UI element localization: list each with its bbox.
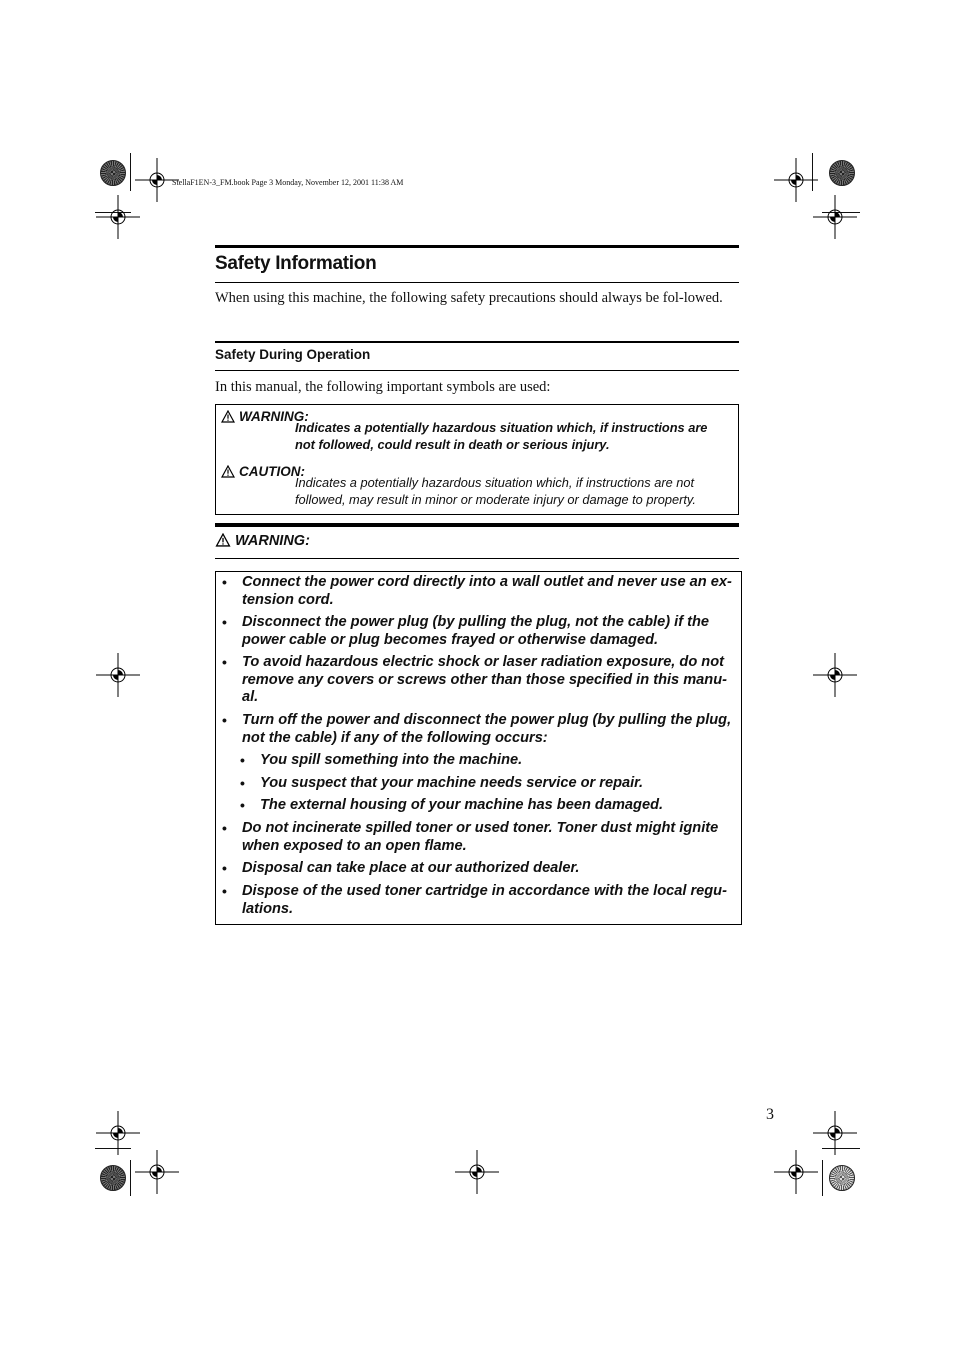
intro-text: When using this machine, the following safety precautions should always be fol-lowed.	[215, 290, 723, 306]
list-item: To avoid hazardous electric shock or laser radiation exposure, do not remove any covers or screws other than those specified in this manu-al.	[242, 654, 727, 706]
bullet: •	[222, 820, 227, 836]
crop-line	[130, 1160, 131, 1196]
legend-warning-text: Indicates a potentially hazardous situation which, if instructions are not followed, could result in death or serious injury.	[295, 420, 708, 452]
heading-rule	[215, 282, 739, 283]
crop-line	[130, 153, 131, 191]
color-rosette-mark	[829, 1165, 855, 1191]
sub-list-item: The external housing of your machine has been damaged.	[260, 797, 664, 813]
legend-caution-row	[221, 463, 305, 481]
warning-heading-label: WARNING:	[235, 533, 310, 549]
list-item: Turn off the power and disconnect the power plug (by pulling the plug, not the cable) if any of the following occurs:	[242, 712, 732, 746]
bullet: •	[222, 614, 227, 630]
caution-triangle-icon	[221, 465, 235, 478]
heading-rule	[215, 245, 739, 248]
crop-line	[822, 1160, 823, 1196]
bullet: •	[222, 574, 227, 590]
sub-bullet: •	[240, 797, 245, 813]
color-rosette-mark	[829, 160, 855, 186]
symbol-legend-box	[215, 404, 739, 515]
bullet: •	[222, 860, 227, 876]
symbols-intro: In this manual, the following important symbols are used:	[215, 379, 551, 395]
subsection-title: Safety During Operation	[215, 347, 371, 362]
intro-paragraph	[215, 290, 741, 307]
bullet: •	[222, 712, 227, 728]
bullet: •	[222, 883, 227, 899]
sub-list-item: You spill something into the machine.	[260, 752, 523, 768]
warning-rule	[215, 523, 739, 527]
list-item: Do not incinerate spilled toner or used toner. Toner dust might ignite when exposed to an open flame.	[242, 820, 719, 854]
list-item: Dispose of the used toner cartridge in accordance with the local regu-lations.	[242, 883, 727, 917]
list-item: Disconnect the power plug (by pulling the plug, not the cable) if the power cable or plug becomes frayed or otherwise damaged.	[242, 614, 709, 648]
page-number: 3	[766, 1106, 774, 1123]
warnings-list-box	[215, 571, 742, 925]
warning-heading	[215, 532, 310, 550]
sub-list-item: You suspect that your machine needs service or repair.	[260, 775, 644, 791]
print-job-info: StellaF1EN-3_FM.book Page 3 Monday, November 12, 2001 11:38 AM	[172, 178, 404, 187]
bullet: •	[222, 654, 227, 670]
subheading-rule	[215, 341, 739, 343]
legend-warning-label: WARNING:	[239, 409, 309, 424]
sub-bullet: •	[240, 775, 245, 791]
list-item: Disposal can take place at our authorized dealer.	[242, 860, 580, 876]
legend-caution-text: Indicates a potentially hazardous situation which, if instructions are not followed, may result in minor or moderate injury or damage to property.	[295, 475, 696, 507]
list-item: Connect the power cord directly into a wall outlet and never use an ex-tension cord.	[242, 574, 732, 608]
warning-rule	[215, 558, 739, 559]
warning-triangle-icon	[215, 533, 231, 547]
legend-caution-label: CAUTION:	[239, 464, 305, 479]
sub-bullet: •	[240, 752, 245, 768]
color-rosette-mark	[100, 160, 126, 186]
color-rosette-mark	[100, 1165, 126, 1191]
section-title: Safety Information	[215, 253, 377, 274]
subheading-rule	[215, 370, 739, 371]
warning-triangle-icon	[221, 410, 235, 423]
